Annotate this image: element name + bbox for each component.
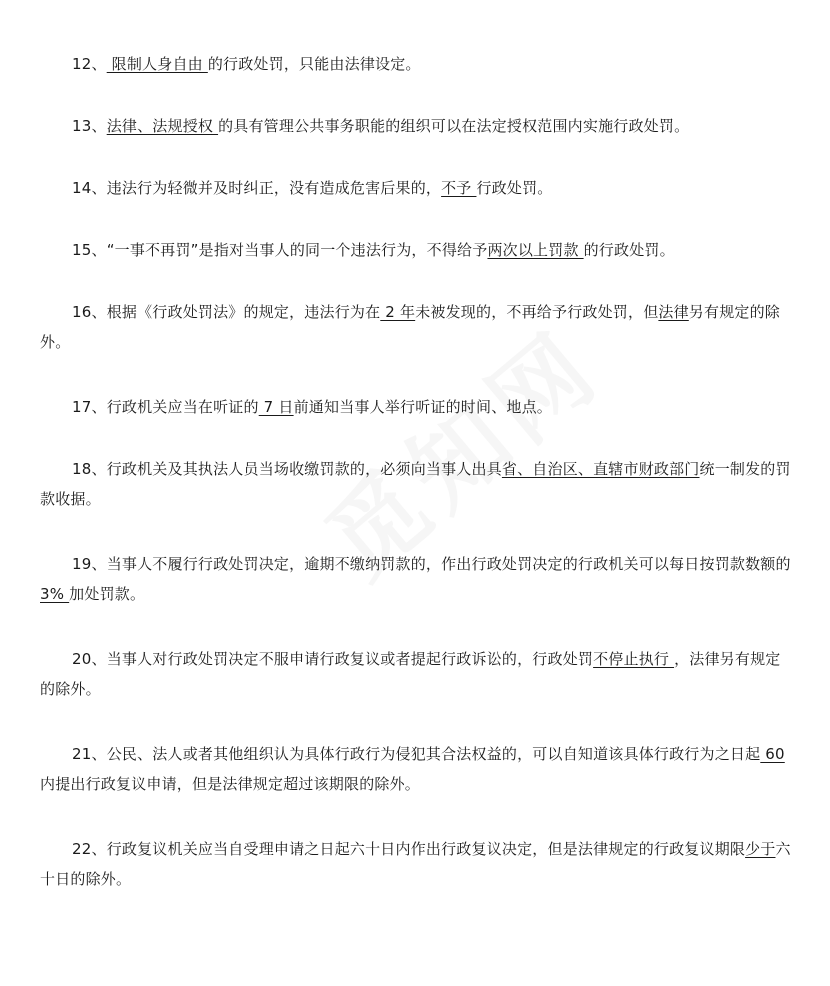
question-text: 加处罚款。 [69, 585, 146, 603]
question-text: 行政机关及其执法人员当场收缴罚款的，必须向当事人出具 [106, 460, 502, 478]
question-22 [40, 834, 792, 894]
question-text: 当事人对行政处罚决定不服申请行政复议或者提起行政诉讼的，行政处罚 [106, 650, 594, 668]
question-number: 19、 [72, 555, 107, 573]
answer-blank: 不予 [441, 179, 477, 197]
question-text: 前通知当事人举行听证的时间、地点。 [293, 398, 552, 416]
question-text: 的具有管理公共事务职能的组织可以在法定授权范围内实施行政处罚。 [218, 117, 690, 135]
answer-blank: 省、自治区、直辖市财政部门 [501, 460, 700, 478]
answer-blank: 60 [760, 745, 785, 763]
question-12 [40, 49, 792, 79]
question-text: ，法律另有规定的除外。 [40, 650, 781, 698]
question-text: 行政机关应当在听证的 [106, 398, 259, 416]
question-number: 22、 [72, 840, 107, 858]
question-text: 违法行为轻微并及时纠正，没有造成危害后果的， [106, 179, 442, 197]
question-15 [40, 235, 792, 265]
question-number: 21、 [72, 745, 107, 763]
question-text: 公民、法人或者其他组织认为具体行政行为侵犯其合法权益的，可以自知道该具体行政行为之日起 [106, 745, 761, 763]
question-number: 17、 [72, 398, 107, 416]
question-text: “一事不再罚”是指对当事人的同一个违法行为，不得给予 [106, 241, 488, 259]
answer-blank: 限制人身自由 [106, 55, 208, 73]
question-17 [40, 392, 792, 422]
question-text: 行政复议机关应当自受理申请之日起六十日内作出行政复议决定，但是法律规定的行政复议期限 [106, 840, 746, 858]
question-text: 内提出行政复议申请，但是法律规定超过该期限的除外。 [40, 775, 421, 793]
question-number: 13、 [72, 117, 107, 135]
question-text: 未被发现的，不再给予行政处罚，但 [415, 303, 659, 321]
question-13 [40, 111, 792, 141]
question-number: 20、 [72, 650, 107, 668]
question-text: 根据《行政处罚法》的规定，违法行为在 [106, 303, 381, 321]
question-14 [40, 173, 792, 203]
question-text: 另有规定的除外。 [40, 303, 780, 351]
answer-blank: 不停止执行 [593, 650, 675, 668]
question-19 [40, 549, 792, 609]
question-21 [40, 739, 792, 799]
answer-blank: 法律 [658, 303, 689, 321]
question-number: 12、 [72, 55, 107, 73]
question-text: 的行政处罚，只能由法律设定。 [207, 55, 421, 73]
question-text: 的行政处罚。 [583, 241, 675, 259]
answer-blank: 两次以上罚款 [487, 241, 584, 259]
answer-blank: 少于 [745, 840, 776, 858]
question-number: 14、 [72, 179, 107, 197]
question-text: 统一制发的罚款收据。 [40, 460, 791, 508]
answer-blank: 2 年 [380, 303, 416, 321]
answer-blank: 7 日 [258, 398, 294, 416]
question-text: 行政处罚。 [476, 179, 553, 197]
question-number: 16、 [72, 303, 107, 321]
question-18 [40, 454, 792, 514]
question-number: 18、 [72, 460, 107, 478]
question-16 [40, 297, 792, 357]
question-number: 15、 [72, 241, 107, 259]
question-20 [40, 644, 792, 704]
answer-blank: 3% [40, 585, 70, 603]
question-text: 六十日的除外。 [40, 840, 791, 888]
question-text: 当事人不履行行政处罚决定，逾期不缴纳罚款的，作出行政处罚决定的行政机关可以每日按罚款数额的 [106, 555, 791, 573]
answer-blank: 法律、法规授权 [106, 117, 219, 135]
